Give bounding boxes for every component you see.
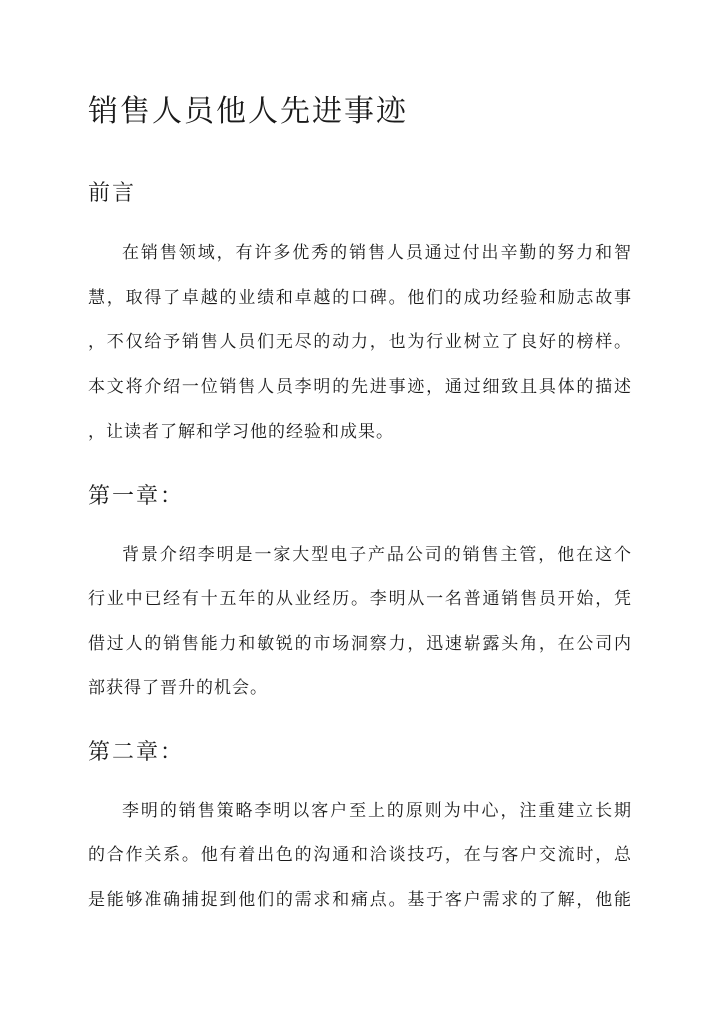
paragraph-line: 慧，取得了卓越的业绩和卓越的口碑。他们的成功经验和励志故事: [88, 288, 632, 308]
section-heading-chapter-1: 第一章：: [88, 484, 185, 509]
paragraph-line: 背景介绍李明是一家大型电子产品公司的销售主管，他在这个: [122, 545, 632, 565]
paragraph-line: 在销售领域，有许多优秀的销售人员通过付出辛勤的努力和智: [122, 243, 632, 263]
paragraph-line: ，不仅给予销售人员们无尽的动力，也为行业树立了良好的榜样。: [88, 332, 632, 352]
paragraph-line: 行业中已经有十五年的从业经历。李明从一名普通销售员开始，凭: [88, 589, 632, 609]
paragraph-line: ，让读者了解和学习他的经验和成果。: [88, 422, 394, 442]
paragraph-line: 借过人的销售能力和敏锐的市场洞察力，迅速崭露头角，在公司内: [88, 634, 632, 654]
paragraph-line: 的合作关系。他有着出色的沟通和洽谈技巧，在与客户交流时，总: [88, 845, 632, 865]
paragraph-line: 部获得了晋升的机会。: [88, 678, 268, 698]
paragraph-line: 本文将介绍一位销售人员李明的先进事迹，通过细致且具体的描述: [88, 377, 632, 397]
document-title: 销售人员他人先进事迹: [88, 94, 408, 129]
paragraph-line: 李明的销售策略李明以客户至上的原则为中心，注重建立长期: [122, 801, 632, 821]
paragraph-line: 是能够准确捕捉到他们的需求和痛点。基于客户需求的了解，他能: [88, 890, 632, 910]
section-heading-preface: 前言: [88, 181, 137, 206]
section-heading-chapter-2: 第二章：: [88, 740, 185, 765]
